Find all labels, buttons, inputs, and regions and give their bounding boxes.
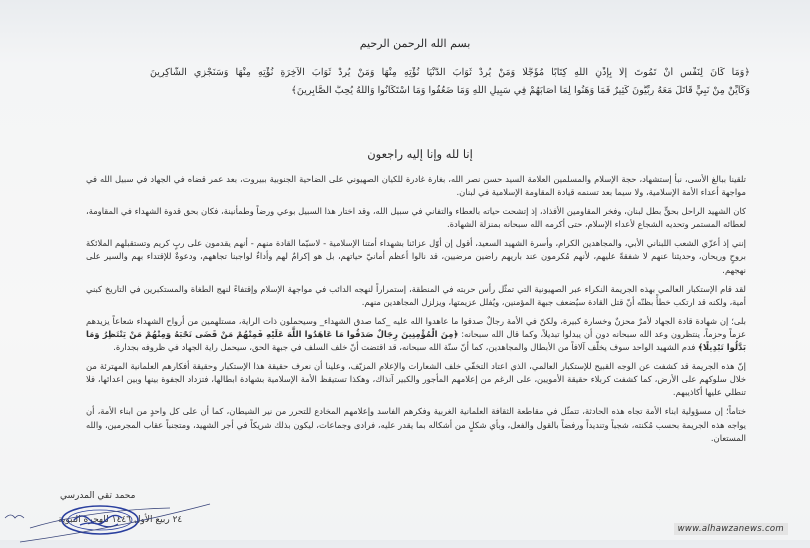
paragraph-7: ختاماً؛ إن مسؤولية ابناء الأمة تجاه هذه الحادثة، تتمثّل في مقاطعة الثقافة العلمانية الغربية وفكرهم الفاسد وإعلامهم المخادع للتحرر من نير الشيطان، كما أن على كل واحدٍ من ابناء الأمة، أن يواجه هذه الجريمة بحسب مُكنته، شجباً وتنديداً ورفضاً بالقول والفعل، وبأي شكلٍ من أشكاله بما يقدر عليه، فرادى وجماعات، ليكون بذلك شريكاً في أجر الشهيد، ومتجنباً عقاب المجرمين، والله المستعان. [86,406,746,443]
paragraph-1: تلقينا ببالغ الأسى، نبأ إستشهاد، حجة الإسلام والمسلمين العلامة السيد حسن نصر الله، بغارة غادرة للكيان الصهيوني على الضاحية الجنوبية ببيروت، بعد عمر قضاه في الجهاد في سبيل الله في مواجهة أعداء الأمة الإسلامية، ولا سيما بعد تسنمه قيادة المقاومة الإسلامية في لبنان. [86,174,746,198]
quran-verse-line-1: ﴿وَمَا كَانَ لِنَفْسٍ أَنْ تَمُوتَ إِلَّا بِإِذْنِ اللَّهِ كِتَابًا مُؤَجَّلًا وَمَنْ يُرِدْ ثَوَابَ الدُّنْيَا نُؤْتِهِ مِنْهَا وَمَنْ يُرِدْ ثَوَابَ الْآخِرَةِ نُؤْتِهِ مِنْهَا وَسَنَجْزِي الشَّاكِرِينَ [150,67,750,78]
paragraph-3: إنني إذ أعزّي الشعب اللبناني الأبي، والمجاهدين الكرام، وأسرة الشهيد السعيد، أقول إن أوّل عزائنا بشهداء أمتنا الإسلامية - لاسيّما القادة منهم - أنهم يقدمون على ربٍ كريم وتستقبلهم الملائكة بروحٍ وريحان، وحديثنا عنهم لا شفقةً عليهم، لأنهم مُكرمون عند باريهم راضين مرضيين، قد نالوا أعظم أمانيّ حياتهم، بل هو إكرامٌ لهم وأداءٌ لواجبنا تجاههم، ودعوةٌ للإقتداء بهم والسير على نهجهم. [86,238,746,275]
statement-body [86,173,746,451]
paragraph-5-rest: فدم الشهيد الواحد سوف يخلّف آلافاً من الأبطال والمجاهدين، كما أنّ سنّة الله سبحانه، قد اقتضت أنّ خلف السلف في جبهة الحق، سيحمل راية الجهاد في ظروفه بجدارة. [113,342,699,353]
paragraph-4: لقد قام الإستكبار العالمي بهذه الجريمة النكراء عبر الصهيونية التي تمثّل رأس حربته في المنطقة، إستمراراً لنهجه الدائب في مواجهة الإسلام وإقتفاءً لنهج الطغاة والمستكبرين في التاريخ كبني أمية، ولكنه قد ارتكب خطأً بظنّه أنّ قتل القادة سيُضعف جبهة المؤمنين، ويُفلل عزيمتها، ويزلزل المجاهدين منهم. [86,283,746,307]
quran-verse-line-2: وَكَأَيِّنْ مِنْ نَبِيٍّ قَاتَلَ مَعَهُ رِبِّيُّونَ كَثِيرٌ فَمَا وَهَنُوا لِمَا أَصَابَهُمْ فِي سَبِيلِ اللَّهِ وَمَا ضَعُفُوا وَمَا اسْتَكَانُوا وَاللَّهُ يُحِبُّ الصَّابِرِينَ﴾ [291,85,750,96]
paragraph-2: كان الشهيد الراحل بحقٍّ بطل لبنان، وفخر المقاومين الأفذاذ، إذ إتشحت حياته بالعطاء والتفاني في سبيل الله، وقد اختار هذا السبيل بوعي ورضاً وطمأنينة، فكان بحق قدوة الشهداء في المقاومة، لعطائه المستمر وتحديه الشجاع لأعداء الإسلام، حتى أكرمه الله سبحانه بمنزلة الشهادة. [86,206,746,230]
paragraph-5-intro: بلى؛ إن شهادة قادة الجهاد لأمرٌ محزنٌ وخسارة كبيرة، ولكنّ في الأمة رجالٌ صدقوا ما عاهدوا الله عليه _كما صدق الشهداء_ وسيحملون ذات الراية، مستلهمين من أرواح الشهداء شعاعاً يزيدهم عزماً وحزماً، ينتظرون وعد الله سبحانه دون أن يبدلوا تبديلاً، وكما قال الله سبحانه: [86,315,746,339]
official-stamp-and-signature [0,498,240,548]
signatory-name: محمد تقي المدرسي [60,491,136,501]
signature-stroke [5,504,210,542]
condolence-heading: إنا لله وإنا إليه راجعون [367,147,473,161]
signature-date: ٢٤ ربيع الأول ١٤٤٦ للهجرة النبوية [58,515,183,525]
quran-quote: ﴿مِنَ الْمُؤْمِنِينَ رِجَالٌ صَدَقُوا مَا عَاهَدُوا اللَّهَ عَلَيْهِ فَمِنْهُمْ مَنْ قَضَى نَحْبَهُ وَمِنْهُمْ مَنْ يَنْتَظِرُ وَمَا بَدَّلُوا تَبْدِيلًا﴾ [86,328,746,353]
bismillah-heading: بسم الله الرحمن الرحيم [359,37,471,50]
website-watermark: www.alhawzanews.com [674,523,788,535]
stamp-scribble [74,515,122,526]
paragraph-6: إنّ هذه الجريمة قد كشفت عن الوجه القبيح للإستكبار العالمي، الذي اعتاد التخفّي خلف الشعارات والإعلام المزيّف، وعلينا أن نعرف حقيقة هذا الإستكبار وحقيقة أفكارهم العلمانية المهترئة من خلال سلوكهم على الأرض، كما كشفت كربلاء حقيقة الأمويين، على الرغم من إعلامهم المأجور والكبير آنذاك، وهكذا تستيقظ الأمة الإسلامية بشهادة ابطالها، فتزداد الجفوة بينها وبين اعدائها، فلا تنطلي عليها أكاذيبهم. [86,361,746,398]
paragraph-5 [86,315,746,354]
